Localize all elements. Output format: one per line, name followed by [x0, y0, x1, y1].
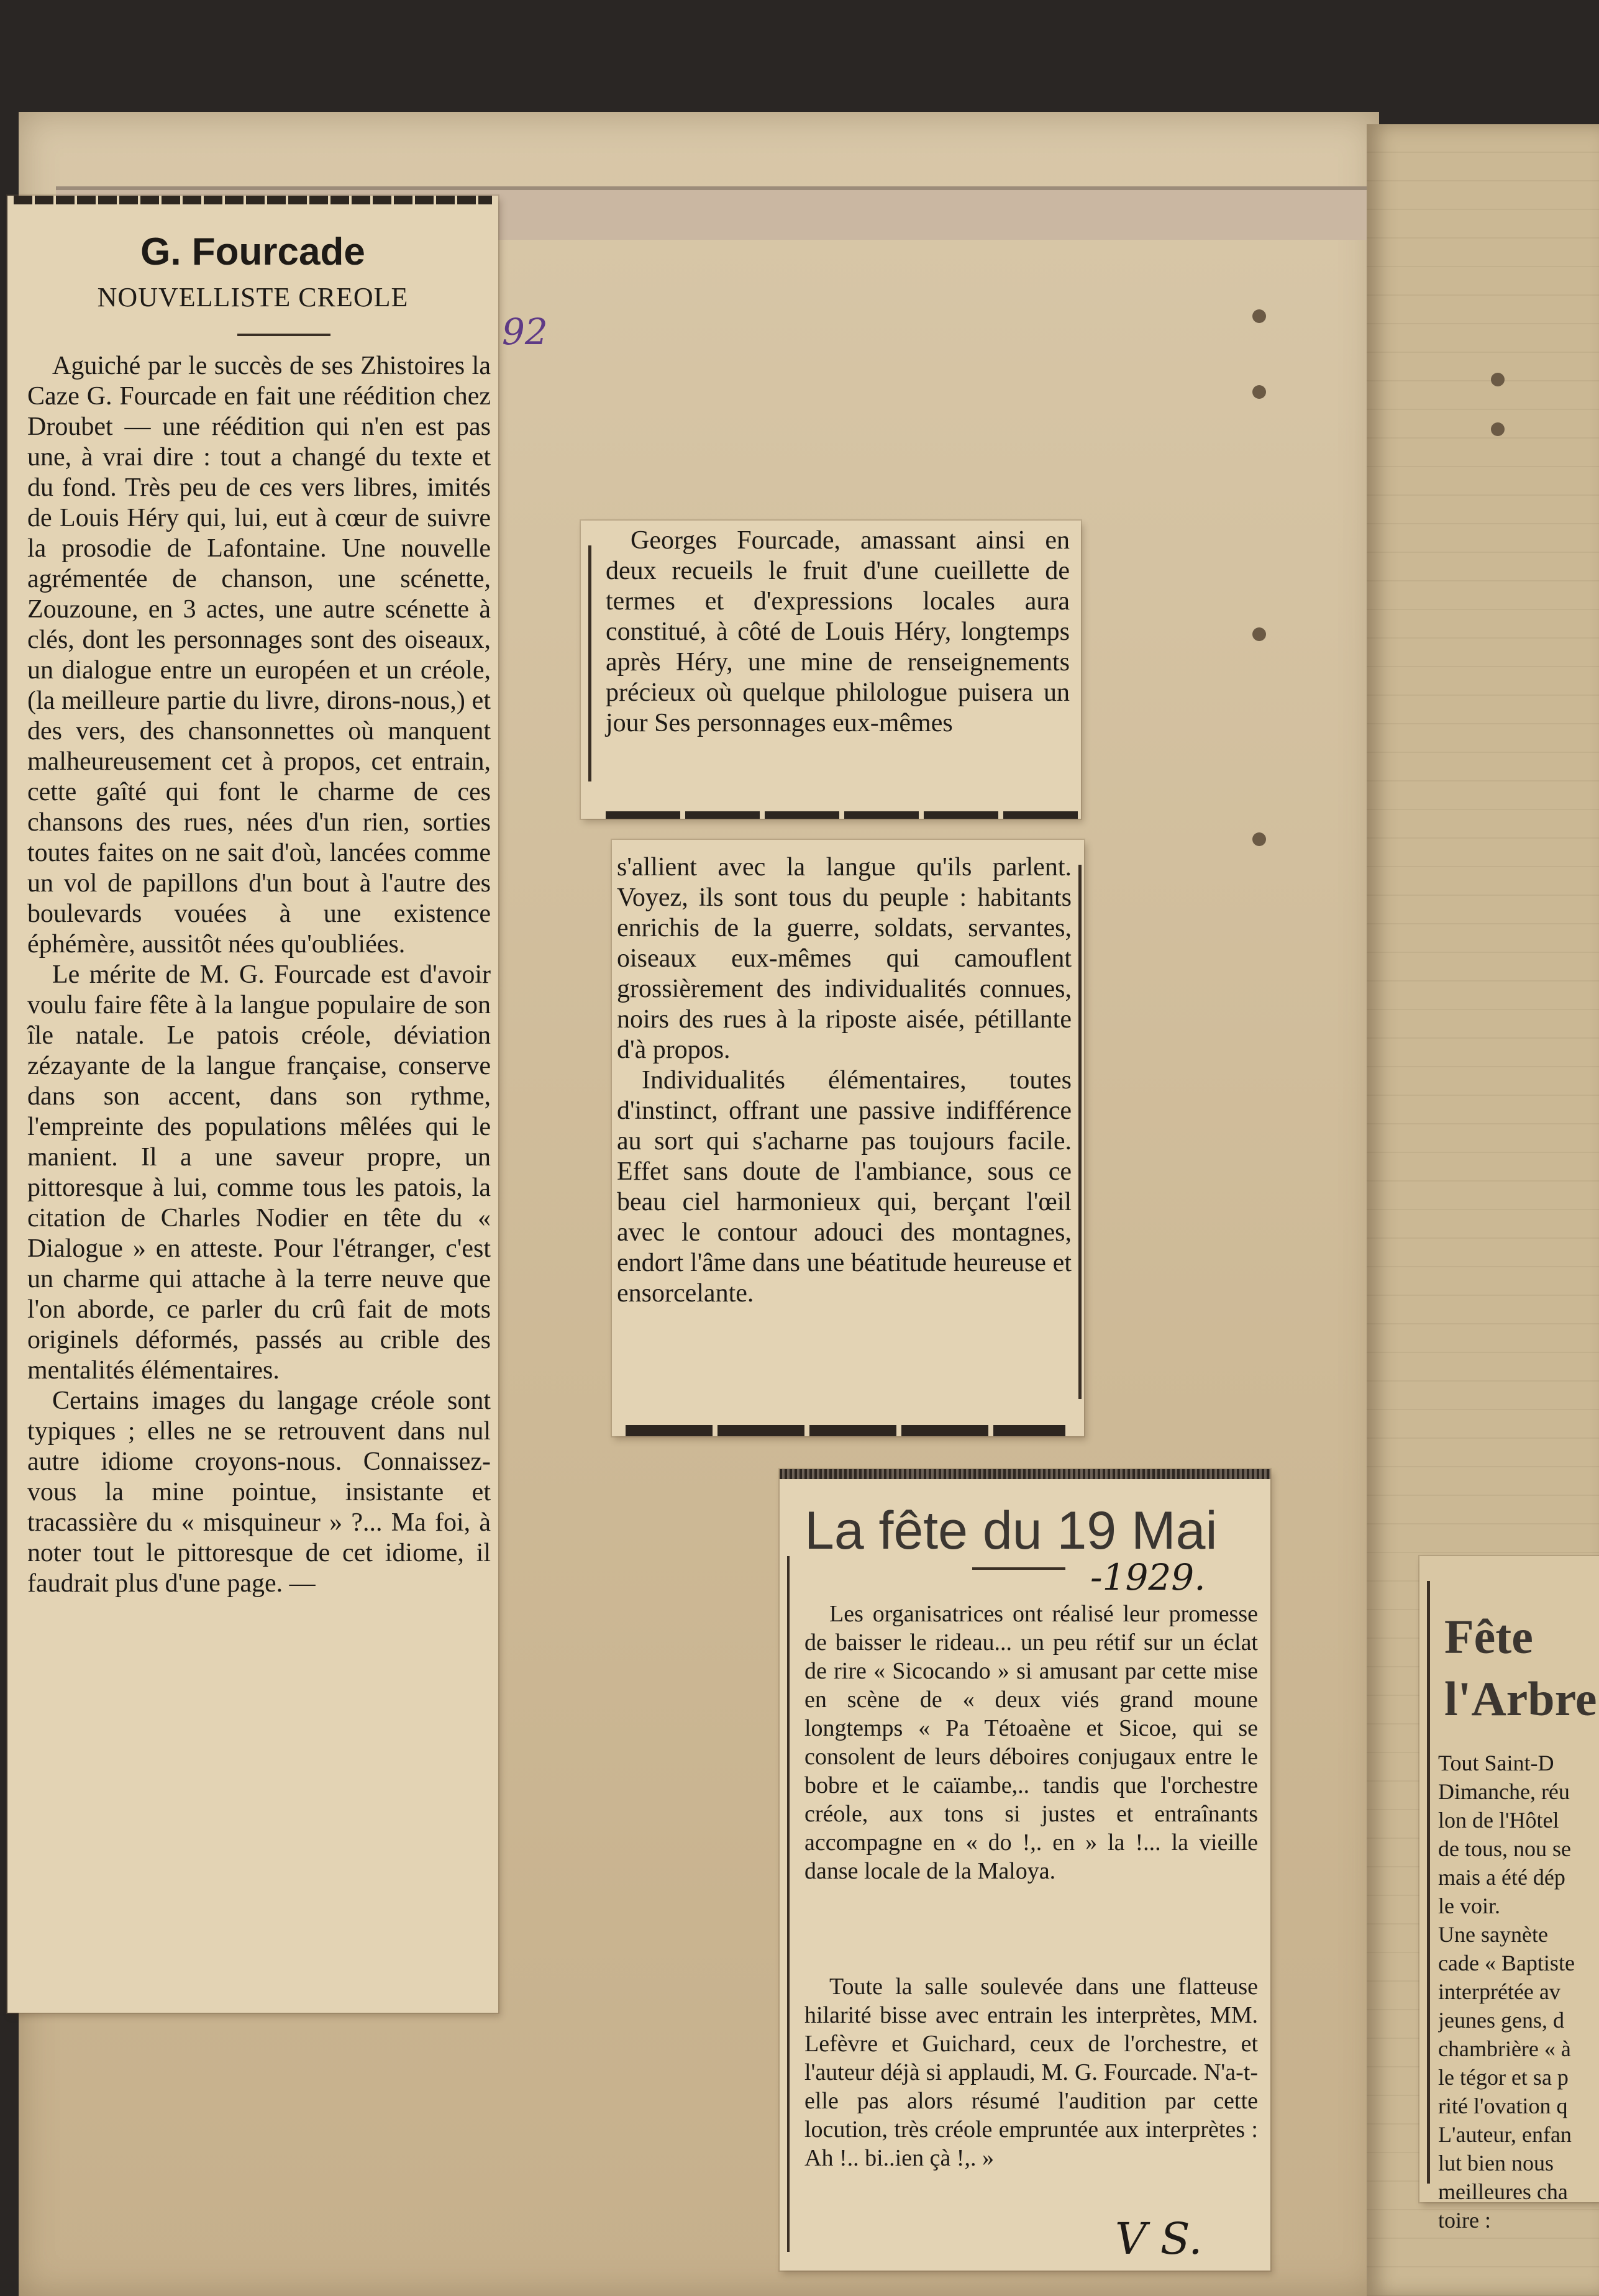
paragraph: Toute la salle soulevée dans une flatteuse hilarité bisse avec entrain les interprètes, MM. Lefèvre et Guichard, ceux de l'orchestre, et l'auteur déjà si applaudi, M. G. Fourcade. N'a-t-elle pas alors résumé l'audition par cette locution, très créole empruntée aux interprètes : Ah !.. bi..ien çà !,. » — [804, 1974, 1258, 2171]
paragraph: Individualités élémentaires, toutes d'instinct, offrant une passive indifférence au sort qui s'acharne pas toujours facile. Effet sans doute de l'ambiance, sous ce beau ciel harmonieux qui, berçant l'œil avec le contour adouci des montagnes, endort l'âme dans une béatitude heureuse et ensorcelante. — [617, 1066, 1072, 1308]
article-body — [27, 351, 491, 1599]
binding-hole — [1491, 373, 1505, 386]
column-rule — [588, 545, 591, 781]
paragraph: s'allient avec la langue qu'ils parlent. Voyez, ils sont tous du peuple : habitants enrichis de la guerre, soldats, servantes, oiseaux eux-mêmes qui camouflent grossièrement des individualités connues, noirs des rues à la riposte aisée, pétillante d'à propos. — [617, 853, 1072, 1064]
paragraph: Aguiché par le succès de ses Zhistoires la Caze G. Fourcade en fait une réédition chez Droubet — une réédition qui n'en est pas une, à vrai dire : tout a changé du texte et du fond. Très peu de ces vers libres, imités de Louis Héry qui, lui, eut à cœur de suivre la prosodie de Lafontaine. Une nouvelle agrémentée de chanson, une scénette, Zouzoune, en 3 actes, une autre scénette à clés, dont les personnages sont des oiseaux, un dialogue entre un européen et un créole, (la meilleure partie du livre, dirons-nous,) et des vers, des chansonnettes où manquent malheureusement cet à propos, cet entrain, cette gaîté qui font le charme de ces chansons des rues, nées d'un rien, sorties toutes faites on ne sait d'où, lancées comme un vol de papillons d'un bout à l'autre des boulevards vouées à une existence éphémère, aussitôt nées qu'oubliées. — [27, 352, 491, 959]
binding-hole — [1252, 385, 1266, 399]
subhead: NOUVELLISTE CREOLE — [97, 282, 409, 312]
text-line: mais a été dép — [1438, 1865, 1565, 1890]
text-line: jeunes gens, d — [1438, 2008, 1564, 2033]
clipping-continuation-2 — [612, 840, 1084, 1436]
text-line: Tout Saint-D — [1438, 1751, 1554, 1775]
clipping-continuation-1 — [581, 521, 1081, 819]
binding-hole — [1491, 422, 1505, 436]
text-line: cade « Baptiste — [1438, 1951, 1575, 1975]
clipping-partial-right — [1419, 1556, 1599, 2233]
text-line: toire : — [1438, 2208, 1491, 2233]
handwritten-page-number: 92 — [502, 311, 548, 353]
bottom-rule — [626, 1425, 1065, 1436]
text-line: le tégor et sa p — [1438, 2065, 1569, 2090]
divider — [972, 1567, 1065, 1570]
headline: La fête du 19 Mai — [804, 1501, 1218, 1560]
article-body — [804, 1600, 1258, 1885]
divider — [237, 334, 330, 336]
paragraph: Certains images du langage créole sont typiques ; elles ne se retrouvent dans nul autre idiome croyons-nous. Connaissez-vous la mine pointue, insistante et tracassière du « misquineur » ?... Ma foi, à noter tout le pittoresque de cet idiome, il faudrait plus d'une page. — — [27, 1387, 491, 1598]
text-line: interprétée av — [1438, 1979, 1560, 2004]
text-line: Une saynète — [1438, 1922, 1548, 1947]
clipping-fete-19-mai — [780, 1469, 1270, 2271]
handwritten-date: -1929. — [1090, 1556, 1206, 1598]
paragraph: Le mérite de M. G. Fourcade est d'avoir voulu faire fête à la langue populaire de son île natale. Le patois créole, déviation zézayante de la langue française, conserve dans son accent, dans son rythme, l'empreinte des populations mêlées qui le manient. Il a une saveur propre, un pittoresque à lui, comme tous les patois, la citation de Charles Nodier en tête du « Dialogue » en atteste. Pour l'étranger, c'est un charme qui attache à la terre neuve que l'on aborde, ce parler du crû fait de mots originels déformés, passés au crible des mentalités élémentaires. — [27, 960, 491, 1385]
article-body — [804, 1972, 1258, 2172]
headline: Fête l'Arbre — [1444, 1610, 1597, 1726]
binding-hole — [1252, 832, 1266, 846]
text-line: lut bien nous — [1438, 2151, 1554, 2175]
binding-hole — [1252, 309, 1266, 323]
bottom-rule — [606, 811, 1081, 819]
article-body — [1438, 1749, 1599, 2234]
binding-hole — [1252, 627, 1266, 641]
text-line: chambrière « à — [1438, 2036, 1571, 2061]
text-line: Dimanche, réu — [1438, 1779, 1570, 1804]
paragraph: Georges Fourcade, amassant ainsi en deux recueils le fruit d'une cueillette de termes et d'expressions locales aura constitué, à côté de Louis Héry, longtemps après Héry, une mine de renseignements précieux où quelque philologue puisera un jour Ses personnages eux-mêmes — [606, 526, 1070, 737]
clipping-fourcade-review — [7, 196, 498, 2013]
text-line: rité l'ovation q — [1438, 2093, 1568, 2118]
paragraph: Les organisatrices ont réalisé leur promesse de baisser le rideau... un peu rétif sur un éclat de rire « Sicocando » si amusant par cette mise en scène de « deux viés grand moune longtemps « Pa Tétoaène et Sicoe, qui se consolent de leurs déboires conjugaux entre le bobre et le caïambe,.. tandis que l'orchestre créole, aux tons si justes et entraînants accompagne en « do !,. en » la !... la vieille danse locale de la Maloya. — [804, 1601, 1258, 1884]
top-rule — [14, 196, 492, 204]
handwritten-signature: V S. — [1115, 2213, 1203, 2264]
column-rule — [1078, 865, 1082, 1399]
headline: G. Fourcade — [140, 230, 365, 273]
column-rule — [787, 1556, 790, 2252]
text-line: le voir. — [1438, 1893, 1500, 1918]
text-line: de tous, nou se — [1438, 1836, 1571, 1861]
text-line: lon de l'Hôtel — [1438, 1808, 1559, 1833]
text-line: meilleures cha — [1438, 2179, 1568, 2204]
article-body — [617, 852, 1072, 1309]
article-body — [606, 526, 1070, 739]
top-rule — [780, 1469, 1270, 1479]
column-rule — [1427, 1581, 1430, 2184]
text-line: L'auteur, enfan — [1438, 2122, 1572, 2147]
